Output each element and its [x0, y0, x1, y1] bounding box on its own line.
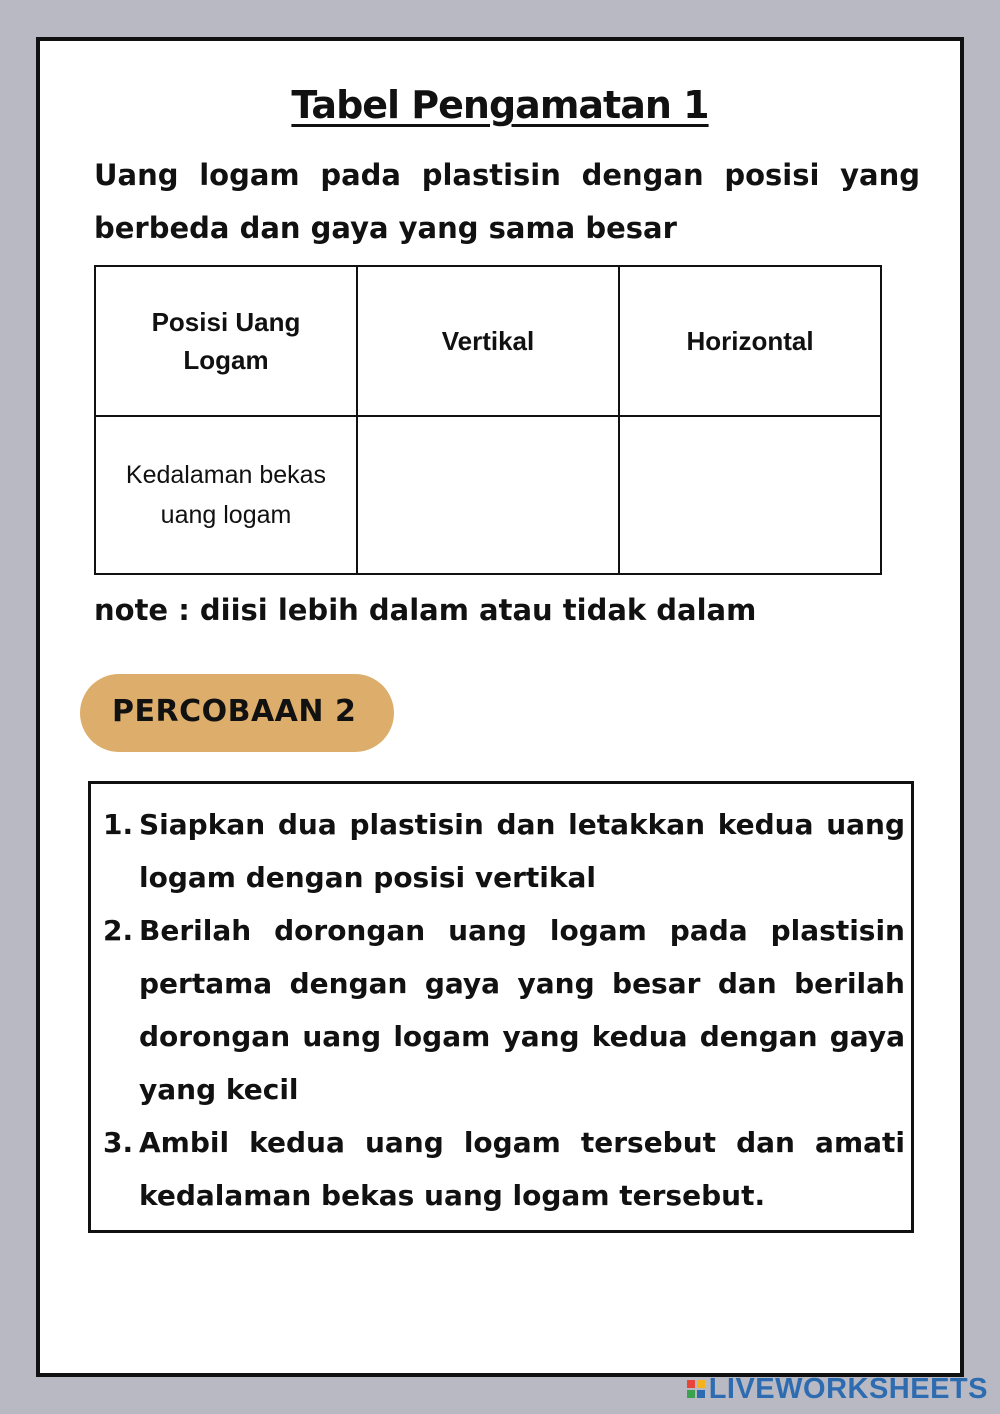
- header-cell-vertical: Vertikal: [357, 266, 619, 416]
- page-title: Tabel Pengamatan 1: [291, 83, 709, 127]
- list-item: [103, 904, 905, 1116]
- step-text: Siapkan dua plastisin dan letakkan kedua uang logam dengan posisi vertikal: [139, 808, 905, 894]
- step-text: Berilah dorongan uang logam pada plastisin pertama dengan gaya yang besar dan berilah dorongan uang logam yang kedua dengan gaya yang kecil: [139, 914, 905, 1106]
- steps-list: [103, 798, 905, 1222]
- liveworksheets-footer[interactable]: [687, 1374, 988, 1404]
- table-row: [95, 416, 881, 574]
- header-cell-horizontal: Horizontal: [619, 266, 881, 416]
- step-number: 2.: [103, 914, 134, 947]
- list-item: [103, 798, 905, 904]
- step-number: 3.: [103, 1126, 134, 1159]
- observation-table: [94, 265, 882, 575]
- liveworksheets-logo-icon: [687, 1380, 705, 1398]
- brand-name: LIVEWORKSHEETS: [708, 1372, 988, 1405]
- table-header-row: [95, 266, 881, 416]
- steps-box: [88, 781, 914, 1233]
- note-text: note : diisi lebih dalam atau tidak dalam: [94, 593, 757, 627]
- experiment-label: PERCOBAAN 2: [112, 694, 357, 729]
- header-cell-position: Posisi Uang Logam: [95, 266, 357, 416]
- experiment-label-pill: [80, 674, 394, 752]
- answer-cell-vertical[interactable]: [357, 416, 619, 574]
- intro-text: Uang logam pada plastisin dengan posisi yang berbeda dan gaya yang sama besar: [94, 158, 920, 245]
- row-label-cell: Kedalaman bekas uang logam: [95, 416, 357, 574]
- worksheet-page: [36, 37, 964, 1377]
- step-text: Ambil kedua uang logam tersebut dan amati kedalaman bekas uang logam tersebut.: [139, 1126, 905, 1212]
- list-item: [103, 1116, 905, 1222]
- step-number: 1.: [103, 808, 134, 841]
- answer-cell-horizontal[interactable]: [619, 416, 881, 574]
